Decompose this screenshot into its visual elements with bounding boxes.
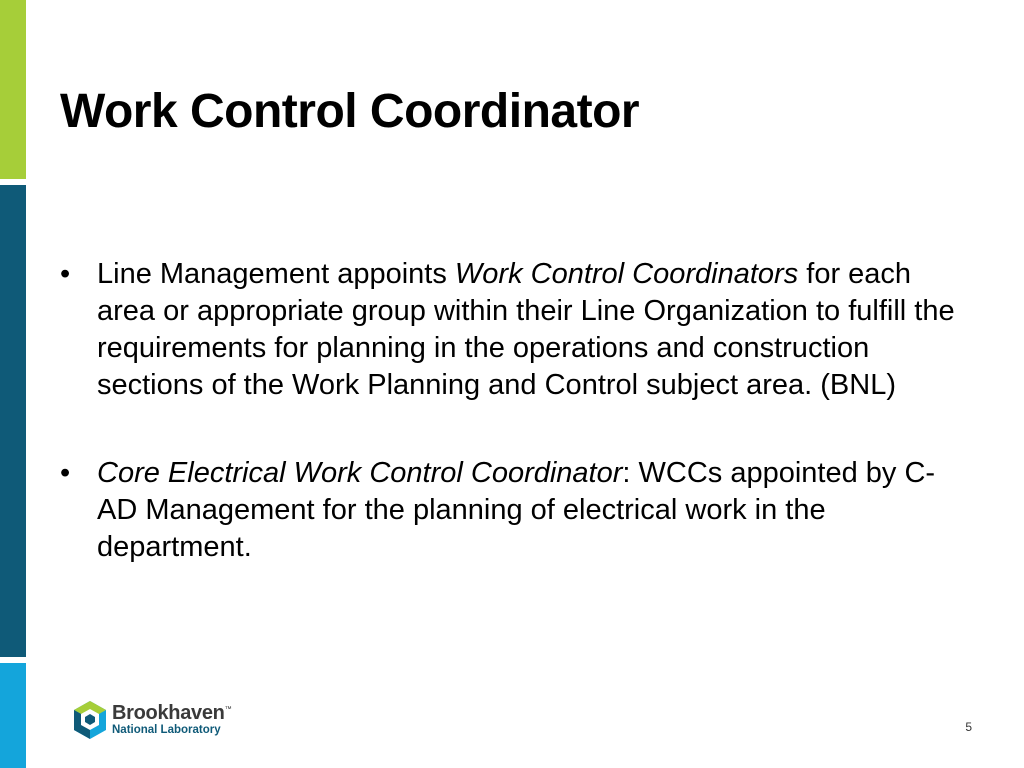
logo-name-text: Brookhaven <box>112 702 225 725</box>
slide-title: Work Control Coordinator <box>60 85 640 138</box>
side-bar-green <box>0 0 26 179</box>
brookhaven-logo <box>72 700 231 740</box>
page-number: 5 <box>965 720 972 734</box>
bullet-text-emphasis: Core Electrical Work Control Coordinator <box>97 457 623 489</box>
bullet-text-part: Line Management appoints <box>97 258 455 290</box>
side-bar-cyan <box>0 663 26 768</box>
bullet-mark: • <box>60 457 71 489</box>
bullet-item <box>60 455 960 566</box>
bullet-item <box>60 256 960 404</box>
logo-text <box>112 703 231 737</box>
bullet-text-part: for each area or appropriate group within their Line Organization to fulfill the requirements for planning in the operations and construction sections of the Work Planning and Control subject area. (BNL) <box>97 258 955 401</box>
bullet-text <box>97 258 955 401</box>
bullet-list <box>60 256 960 566</box>
bullet-text <box>97 457 935 563</box>
bullet-mark: • <box>60 258 71 290</box>
bullet-text-emphasis: Work Control Coordinators <box>454 258 799 290</box>
logo-name <box>112 703 231 723</box>
logo-subtitle: National Laboratory <box>112 724 221 737</box>
logo-trademark: ™ <box>224 706 232 714</box>
bullet-text-part: : WCCs appointed by C-AD Management for the planning of electrical work in the department. <box>97 457 936 563</box>
side-bar-teal <box>0 185 26 657</box>
brookhaven-hexagon-icon <box>72 700 108 740</box>
